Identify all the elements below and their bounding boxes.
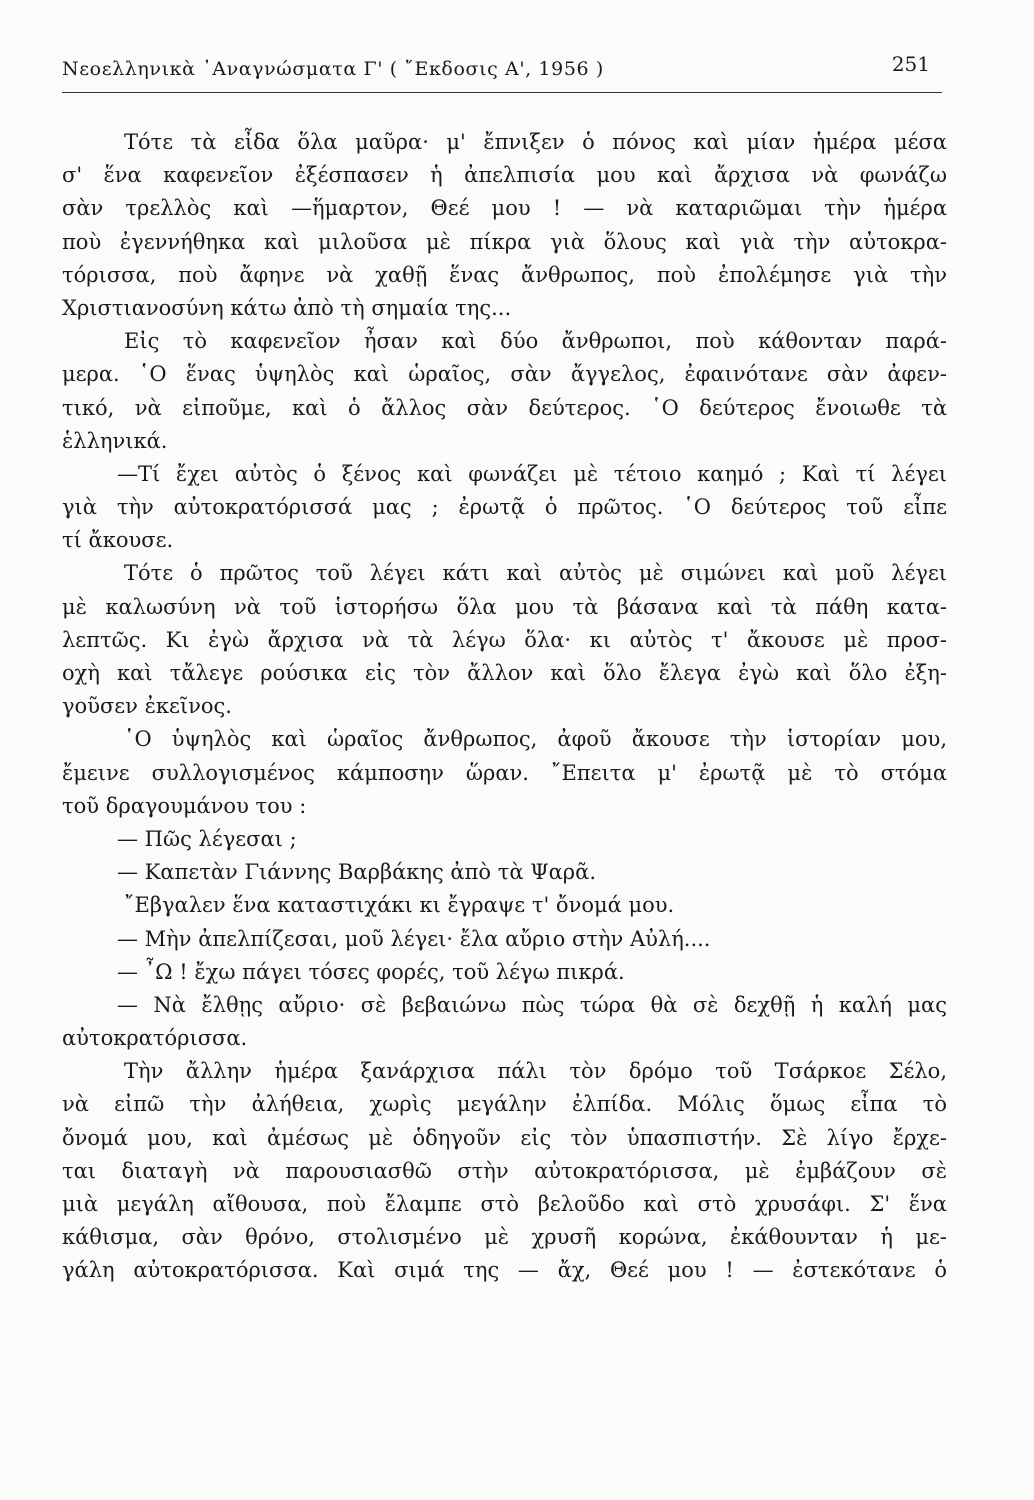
text-line: κάθισμα, σὰν θρόνο, στολισμένο μὲ χρυσῆ κορώνα, ἐκάθουνταν ἡ με- (62, 1225, 947, 1250)
page-number: 251 (891, 52, 930, 76)
header-rule (62, 92, 942, 93)
text-line: γάλη αὐτοκρατόρισσα. Καὶ σιμά της — ἄχ, Θεέ μου ! — ἐστεκότανε ὁ (62, 1258, 947, 1283)
text-line: οχὴ καὶ τἄλεγε ρούσικα εἰς τὸν ἄλλον καὶ ὅλο ἔλεγα ἐγὼ καὶ ὅλο ἐξη- (62, 661, 947, 685)
text-line: — ῏Ω ! ἔχω πάγει τόσες φορές, τοῦ λέγω πικρά. (117, 959, 625, 984)
page-header (62, 52, 942, 92)
text-line: ἔμεινε συλλογισμένος κάμποσην ὥραν. ῎Επειτα μ' ἐρωτᾷ μὲ τὸ στόμα (62, 760, 947, 785)
body-text (62, 126, 947, 1288)
text-line: τί ἄκουσε. (62, 528, 174, 553)
text-line: ποὺ ἐγεννήθηκα καὶ μιλοῦσα μὲ πίκρα γιὰ ὅλους καὶ γιὰ τὴν αὐτοκρα- (62, 229, 947, 254)
text-line: ῎Εβγαλεν ἕνα καταστιχάκι κι ἔγραψε τ' ὄνομά μου. (124, 893, 675, 918)
text-line: γιὰ τὴν αὐτοκρατόρισσά μας ; ἐρωτᾷ ὁ πρῶτος. ῾Ο δεύτερος τοῦ εἶπε (62, 495, 947, 520)
text-line: Τότε ὁ πρῶτος τοῦ λέγει κάτι καὶ αὐτὸς μὲ σιμώνει καὶ μοῦ λέγει (124, 561, 947, 586)
text-line: —Τί ἔχει αὐτὸς ὁ ξένος καὶ φωνάζει μὲ τέτοιο καημό ; Καὶ τί λέγει (117, 461, 947, 486)
text-line: τικό, νὰ εἰποῦμε, καὶ ὁ ἄλλος σὰν δεύτερος. ῾Ο δεύτερος ἔνοιωθε τὰ (62, 395, 947, 420)
text-line: — Πῶς λέγεσαι ; (117, 826, 297, 851)
text-line: ται διαταγὴ νὰ παρουσιασθῶ στὴν αὐτοκρατόρισσα, μὲ ἐμβάζουν σὲ (62, 1158, 947, 1183)
running-head: Νεοελληνικὰ ᾿Αναγνώσματα Γ' ( ῎Εκδοσις Α', 1956 ) (62, 58, 604, 80)
text-line: ὄνομά μου, καὶ ἀμέσως μὲ ὁδηγοῦν εἰς τὸν ὑπασπιστήν. Σὲ λίγο ἔρχε- (62, 1125, 947, 1150)
text-line: σὰν τρελλὸς καὶ —ἥμαρτον, Θεέ μου ! — νὰ καταριῶμαι τὴν ἡμέρα (62, 196, 947, 221)
text-line: — Καπετὰν Γιάννης Βαρβάκης ἀπὸ τὰ Ψαρᾶ. (117, 860, 597, 885)
text-line: Εἰς τὸ καφενεῖον ἦσαν καὶ δύο ἄνθρωποι, ποὺ κάθονταν παρά- (124, 329, 947, 354)
text-line: Χριστιανοσύνη κάτω ἀπὸ τὴ σημαία της... (62, 295, 512, 320)
text-line: λεπτῶς. Κι ἐγὼ ἄρχισα νὰ τὰ λέγω ὅλα· κι αὐτὸς τ' ἄκουσε μὲ προσ- (62, 627, 947, 652)
text-line: Τὴν ἄλλην ἡμέρα ξανάρχισα πάλι τὸν δρόμο τοῦ Τσάρκοε Σέλο, (124, 1059, 947, 1084)
text-line: σ' ἕνα καφενεῖον ἐξέσπασεν ἡ ἀπελπισία μου καὶ ἄρχισα νὰ φωνάζω (62, 163, 947, 188)
text-line: νὰ εἰπῶ τὴν ἀλήθεια, χωρὶς μεγάλην ἐλπίδα. Μόλις ὅμως εἶπα τὸ (62, 1092, 947, 1117)
text-line: τοῦ δραγουμάνου του : (62, 793, 307, 818)
text-line: μὲ καλωσύνη νὰ τοῦ ἱστορήσω ὅλα μου τὰ βάσανα καὶ τὰ πάθη κατα- (62, 594, 947, 619)
text-line: μερα. ῾Ο ἕνας ὑψηλὸς καὶ ὡραῖος, σὰν ἄγγελος, ἐφαινότανε σὰν ἀφεν- (62, 362, 947, 387)
text-line: ἑλληνικά. (62, 428, 168, 453)
text-line: — Μὴν ἀπελπίζεσαι, μοῦ λέγει· ἔλα αὔριο στὴν Αὐλή.... (117, 926, 711, 951)
text-line: γοῦσεν ἐκεῖνος. (62, 694, 232, 719)
text-line: — Νὰ ἔλθῃς αὔριο· σὲ βεβαιώνω πὼς τώρα θὰ σὲ δεχθῇ ἡ καλή μας (117, 992, 947, 1017)
text-line: Τότε τὰ εἶδα ὅλα μαῦρα· μ' ἔπνιξεν ὁ πόνος καὶ μίαν ἡμέρα μέσα (124, 130, 947, 154)
text-line: ῾Ο ὑψηλὸς καὶ ὡραῖος ἄνθρωπος, ἀφοῦ ἄκουσε τὴν ἱστορίαν μου, (124, 727, 947, 752)
text-line: αὐτοκρατόρισσα. (62, 1026, 248, 1051)
text-line: μιὰ μεγάλη αἴθουσα, ποὺ ἔλαμπε στὸ βελοῦδο καὶ στὸ χρυσάφι. Σ' ἕνα (62, 1192, 947, 1216)
text-line: τόρισσα, ποὺ ἄφηνε νὰ χαθῇ ἕνας ἄνθρωπος, ποὺ ἐπολέμησε γιὰ τὴν (62, 262, 947, 287)
